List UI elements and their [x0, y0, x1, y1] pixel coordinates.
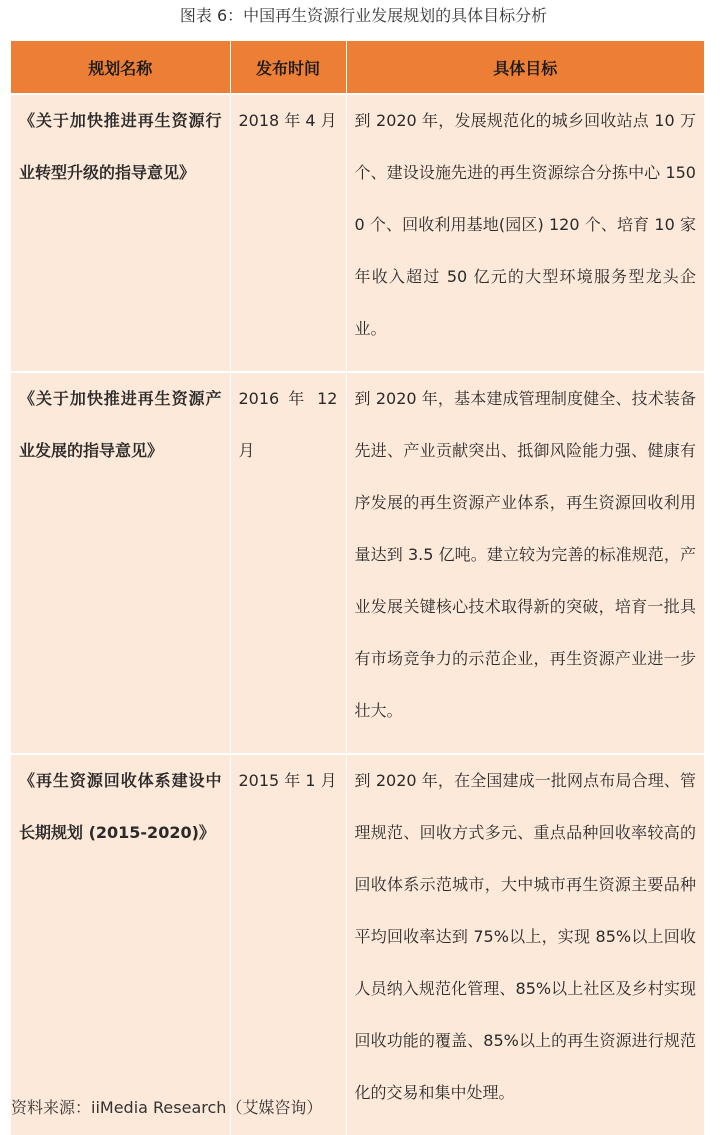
source-note: 资料来源：iiMedia Research（艾媒咨询）: [11, 1098, 323, 1117]
release-date-cell: 2016 年 12 月: [230, 372, 346, 754]
plan-goals-table: [11, 41, 704, 1135]
header-specific-goal: 具体目标: [346, 41, 704, 94]
plan-name-cell: 《再生资源回收体系建设中长期规划 (2015-2020)》: [11, 754, 230, 1135]
goal-cell: 到 2020 年，在全国建成一批网点布局合理、管理规范、回收方式多元、重点品种回收率较高的回收体系示范城市，大中城市再生资源主要品种平均回收率达到 75%以上，实现 85%以上回收人员纳入规范化管理、85%以上社区及乡村实现回收功能的覆盖、85%以上的再生资源进行规范化的交易和集中处理。: [346, 754, 704, 1135]
table-row: [11, 372, 704, 754]
goal-cell: 到 2020 年，发展规范化的城乡回收站点 10 万个、建设设施先进的再生资源综合分拣中心 1500 个、回收利用基地(园区) 120 个、培育 10 家年收入超过 50 亿元的大型环境服务型龙头企业。: [346, 94, 704, 372]
plan-name-cell: 《关于加快推进再生资源行业转型升级的指导意见》: [11, 94, 230, 372]
release-date-cell: 2015 年 1 月: [230, 754, 346, 1135]
header-release-date: 发布时间: [230, 41, 346, 94]
plan-name-cell: 《关于加快推进再生资源产业发展的指导意见》: [11, 372, 230, 754]
goal-cell: 到 2020 年，基本建成管理制度健全、技术装备先进、产业贡献突出、抵御风险能力强、健康有序发展的再生资源产业体系，再生资源回收利用量达到 3.5 亿吨。建立较为完善的标准规范，产业发展关键核心技术取得新的突破，培育一批具有市场竞争力的示范企业，再生资源产业进一步壮大。: [346, 372, 704, 754]
table-row: [11, 94, 704, 372]
header-plan-name: 规划名称: [11, 41, 230, 94]
table-header-row: [11, 41, 704, 94]
release-date-cell: 2018 年 4 月: [230, 94, 346, 372]
table-caption: 图表 6：中国再生资源行业发展规划的具体目标分析: [179, 6, 548, 25]
table-row: [11, 754, 704, 1135]
